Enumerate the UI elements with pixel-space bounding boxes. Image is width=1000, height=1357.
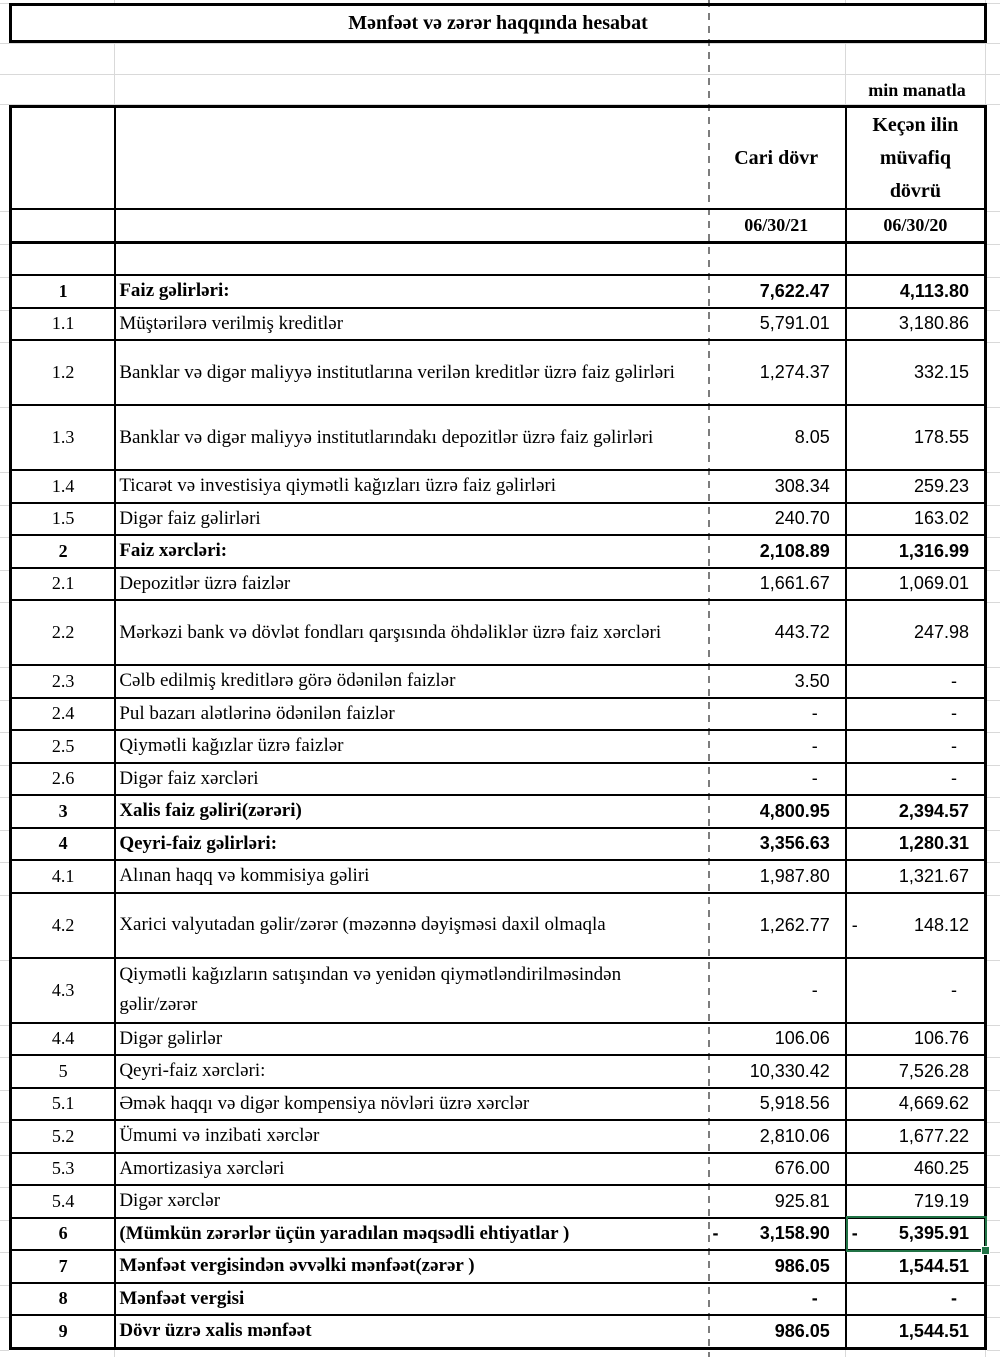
row-label-cell[interactable]: Dövr üzrə xalis mənfəət [119,1320,312,1342]
table-body [12,274,984,1347]
table-row-2.1 [12,567,984,600]
unit-note-cell[interactable] [847,75,987,105]
gridline-horizontal-stub [987,505,1000,506]
current-period-value-cell[interactable] [708,471,845,502]
table-blank-row [12,241,984,274]
gridline-horizontal-stub [0,1057,9,1058]
row-number-cell[interactable]: 1.1 [12,309,116,340]
cell-value: 925.81 [774,1190,830,1211]
cell-value: 8.05 [794,427,830,447]
gridline-horizontal-stub [0,797,9,798]
current-period-value-cell[interactable] [708,1056,845,1087]
table-row-4.1 [12,859,984,892]
previous-period-value-cell[interactable] [845,894,984,957]
cell-value: - [811,979,818,1000]
gridline-horizontal-stub [0,310,9,311]
cell-value: - [811,1288,818,1309]
gridline-horizontal-stub [987,1317,1000,1318]
gridline-horizontal-stub [987,895,1000,896]
row-label-cell[interactable]: Digər xərclər [119,1190,221,1212]
cell-value: 460.25 [913,1158,969,1179]
current-period-value-cell[interactable] [708,536,845,567]
cell-value: 1,544.51 [898,1255,969,1276]
gridline-horizontal-stub [0,1252,9,1253]
previous-period-value-cell[interactable] [845,1284,984,1315]
current-period-value-cell[interactable] [708,796,845,827]
row-number-cell[interactable]: 4 [12,829,116,860]
current-period-value-cell[interactable] [707,959,844,1022]
row-number-cell[interactable]: 2.4 [12,699,116,730]
current-period-value-cell[interactable] [708,1089,845,1120]
row-label-cell[interactable]: (Mümkün zərərlər üçün yaradılan məqsədli ehtiyatlar ) [119,1222,570,1244]
row-number-cell[interactable]: 1 [12,276,116,307]
previous-period-value-cell[interactable] [845,861,984,892]
cell-value: 1,069.01 [898,573,969,594]
header-label-cell[interactable] [116,108,707,208]
cell-value: 1,316.99 [898,540,969,561]
date-number-cell[interactable] [12,210,116,241]
row-label-cell[interactable]: Qiymətli kağızların satışından və yenidən qiymətləndirilməsindən gəlir/zərər [119,964,622,1015]
current-period-value-cell[interactable] [707,764,844,795]
table-row-4.3 [12,957,984,1022]
previous-period-value-cell[interactable] [845,276,984,307]
row-number-cell[interactable]: 4.4 [12,1024,116,1055]
current-period-value-cell[interactable] [708,569,845,600]
current-period-value-cell[interactable] [708,504,845,535]
gridline-horizontal-stub [987,960,1000,961]
cell-value: 5,791.01 [759,313,830,334]
row-label-cell[interactable]: Mənfəət vergisi [119,1287,245,1309]
negative-sign: - [851,1223,858,1244]
row-label-cell[interactable]: Depozitlər üzrə faizlər [119,572,291,594]
cell-value: 1,661.67 [759,573,830,594]
current-period-value-cell[interactable] [708,406,845,469]
row-label-cell[interactable]: Qiymətli kağızlar üzrə faizlər [119,735,344,757]
date-label-cell[interactable] [116,210,707,241]
table-date-row [12,208,984,241]
current-period-value-cell[interactable] [708,276,845,307]
gridline-horizontal-stub [0,602,9,603]
previous-period-value-cell[interactable] [845,309,984,340]
gridline-horizontal-stub [0,732,9,733]
blank-number-cell[interactable] [12,244,116,274]
cell-value: 4,113.80 [899,280,969,301]
gridline-horizontal-stub [987,472,1000,473]
row-number-cell[interactable]: 2.6 [12,764,116,795]
gridline-horizontal-stub [987,244,1000,245]
gridline-horizontal-stub [0,1285,9,1286]
row-label-cell[interactable]: Ümumi və inzibati xərclər [119,1125,320,1147]
unit-note-text: min manatla [868,79,966,100]
gridline-horizontal-stub [987,342,1000,343]
table-row-2.4 [12,697,984,730]
gridline-horizontal [0,43,1000,44]
row-label-cell[interactable]: Digər faiz xərcləri [119,767,259,789]
gridline-horizontal-stub [0,342,9,343]
gridline-horizontal-stub [987,1155,1000,1156]
cell-value: 3,158.90 [759,1223,830,1244]
row-number-cell[interactable]: 2 [12,536,116,567]
row-number-cell[interactable]: 4.2 [12,894,116,957]
table-row-5.3 [12,1152,984,1185]
current-period-value-cell[interactable] [708,829,845,860]
gridline-vertical [985,1350,986,1357]
report-title: Mənfəət və zərər haqqında hesabat [348,11,648,34]
current-period-value-cell[interactable] [708,1219,845,1250]
table-row-2.6 [12,762,984,795]
previous-period-value-cell[interactable] [845,1024,984,1055]
row-number-cell[interactable]: 5.3 [12,1154,116,1185]
current-period-value-cell[interactable] [707,1284,844,1315]
row-number-cell[interactable]: 1.4 [12,471,116,502]
previous-period-value-cell[interactable] [845,1186,984,1217]
gridline-horizontal-stub [0,862,9,863]
gridline-horizontal-stub [0,765,9,766]
row-label-cell[interactable]: Mərkəzi bank və dövlət fondları qarşısında öhdəliklər üzrə faiz xərcləri [119,621,662,643]
row-number-cell[interactable]: 4.3 [12,959,116,1022]
row-label-cell[interactable]: Pul bazarı alətlərinə ödənilən faizlər [119,702,395,724]
cell-value: 1,280.31 [898,833,969,854]
previous-period-date-cell[interactable]: 06/30/20 [845,210,984,241]
cell-value: 1,262.77 [759,914,830,935]
row-number-cell[interactable]: 2.2 [12,601,116,664]
gridline-horizontal-stub [987,862,1000,863]
cell-value: 7,526.28 [898,1060,969,1081]
profit-loss-table [9,105,987,1350]
gridline-horizontal-stub [987,1187,1000,1188]
table-header-row [12,108,984,208]
table-row-5 [12,1054,984,1087]
gridline-horizontal-stub [987,211,1000,212]
negative-sign: - [851,914,858,935]
row-label-cell[interactable]: Ticarət və investisiya qiymətli kağızları üzrə faiz gəlirləri [119,475,556,497]
cell-value: 443.72 [774,622,830,642]
current-period-value-cell[interactable] [708,1154,845,1185]
previous-period-value-cell[interactable] [845,601,984,664]
row-number-cell[interactable]: 5.1 [12,1089,116,1120]
cell-value: 1,321.67 [898,865,969,886]
row-number-cell[interactable]: 4.1 [12,861,116,892]
cell-value: 332.15 [913,362,969,382]
row-label-cell[interactable]: Müştərilərə verilmiş kreditlər [119,312,344,334]
table-row-1.5 [12,502,984,535]
cell-value: 719.19 [913,1190,969,1211]
cell-value: - [951,670,957,691]
blank-current-cell[interactable] [708,244,845,274]
gridline-horizontal-stub [987,570,1000,571]
previous-period-value-cell[interactable] [845,471,984,502]
cell-value: 10,330.42 [749,1060,830,1081]
gridline-horizontal-stub [987,277,1000,278]
cell-value: 7,622.47 [759,280,830,301]
current-period-value-cell[interactable] [708,894,845,957]
gridline-horizontal-stub [0,211,9,212]
previous-period-value-cell[interactable] [845,1219,984,1250]
table-row-2.5 [12,729,984,762]
table-row-2.2 [12,599,984,664]
current-period-value-cell[interactable] [708,601,845,664]
gridline-horizontal-stub [987,797,1000,798]
row-number-cell[interactable]: 3 [12,796,116,827]
gridline-horizontal-stub [987,310,1000,311]
cell-value: 240.70 [774,508,830,529]
cell-value: 1,987.80 [759,865,830,886]
cell-value: 676.00 [774,1158,830,1179]
previous-period-value-cell[interactable] [845,504,984,535]
row-number-cell[interactable]: 1.5 [12,504,116,535]
gridline-horizontal-stub [987,1220,1000,1221]
current-period-value-cell[interactable] [708,309,845,340]
row-label-cell[interactable]: Digər faiz gəlirləri [119,507,261,529]
previous-period-value-cell[interactable] [845,731,984,762]
previous-period-value-cell[interactable] [845,569,984,600]
row-label-cell[interactable]: Banklar və digər maliyyə institutlarına verilən kreditlər üzrə faiz gəlirləri [119,361,675,383]
cell-value: 247.98 [913,622,969,642]
cell-value: 3.50 [794,670,830,691]
row-number-cell[interactable]: 6 [12,1219,116,1250]
gridline-horizontal-stub [987,700,1000,701]
current-period-date-cell[interactable]: 06/30/21 [744,215,809,235]
cell-value: 259.23 [913,475,969,496]
gridline-horizontal-stub [987,830,1000,831]
cell-value: 5,918.56 [759,1093,830,1114]
previous-period-value-cell[interactable] [845,1154,984,1185]
previous-period-value-cell[interactable] [845,829,984,860]
gridline-horizontal-stub [987,732,1000,733]
gridline-horizontal-stub [0,472,9,473]
table-row-8 [12,1282,984,1315]
current-period-value-cell[interactable] [708,861,845,892]
cell-value: 1,677.22 [898,1125,969,1146]
table-row-4 [12,827,984,860]
cell-value: 3,180.86 [898,313,969,334]
row-label-cell[interactable]: Digər gəlirlər [119,1027,223,1049]
cell-value: 3,356.63 [759,833,830,854]
gridline-horizontal-stub [0,667,9,668]
row-label-cell[interactable]: Banklar və digər maliyyə institutlarındakı depozitlər üzrə faiz gəlirləri [119,426,654,448]
cell-value: 178.55 [913,427,969,447]
row-number-cell[interactable]: 2.3 [12,666,116,697]
gridline-horizontal-stub [987,1122,1000,1123]
cell-value: 986.05 [774,1255,830,1276]
gridline-horizontal-stub [987,765,1000,766]
table-row-5.4 [12,1184,984,1217]
gridline-horizontal-stub [0,505,9,506]
gridline-horizontal-stub [987,1090,1000,1091]
table-row-1 [12,274,984,307]
cell-value: 1,274.37 [759,362,830,382]
gridline-vertical [845,1350,846,1357]
header-number-cell[interactable] [12,108,116,208]
current-period-value-cell[interactable] [707,699,844,730]
gridline-horizontal-stub [987,407,1000,408]
table-row-4.2 [12,892,984,957]
gridline-horizontal-stub [987,602,1000,603]
table-row-1.1 [12,307,984,340]
previous-period-value-cell[interactable] [845,1251,984,1282]
table-row-5.2 [12,1119,984,1152]
gridline-horizontal-stub [0,570,9,571]
row-label-cell[interactable]: Amortizasiya xərcləri [119,1157,285,1179]
cell-value: - [811,768,818,789]
previous-period-value-cell[interactable] [845,1056,984,1087]
cell-value: 2,810.06 [759,1125,830,1146]
cell-value: 148.12 [913,914,969,935]
cell-value: - [951,979,957,1000]
row-label-cell[interactable]: Əmək haqqı və digər kompensiya növləri üzrə xərclər [119,1092,530,1114]
previous-period-value-cell[interactable] [845,536,984,567]
gridline-horizontal-stub [987,1057,1000,1058]
previous-period-value-cell[interactable] [845,796,984,827]
previous-period-value-cell[interactable] [845,1121,984,1152]
row-label-cell[interactable]: Faiz gəlirləri: [119,280,230,302]
gridline-horizontal-stub [0,700,9,701]
gridline-horizontal-stub [0,1025,9,1026]
gridline-horizontal-stub [987,1350,1000,1351]
gridline-horizontal-stub [0,1317,9,1318]
gridline-horizontal-stub [987,1285,1000,1286]
previous-period-value-cell[interactable] [845,1089,984,1120]
cell-value: - [811,735,818,756]
current-period-value-cell[interactable] [708,1121,845,1152]
current-period-value-cell[interactable] [707,731,844,762]
gridline-horizontal-stub [0,407,9,408]
row-label-cell[interactable]: Qeyri-faiz xərcləri: [119,1060,266,1082]
cell-value: 4,800.95 [759,800,830,821]
table-row-7 [12,1249,984,1282]
row-number-cell[interactable]: 5 [12,1056,116,1087]
current-period-value-cell[interactable] [708,1316,845,1347]
cell-value: - [951,735,957,756]
cell-value: - [951,768,957,789]
previous-period-value-cell[interactable] [845,764,984,795]
gridline-horizontal-stub [0,537,9,538]
cell-value: 986.05 [774,1320,830,1341]
cell-value: 2,108.89 [759,540,830,561]
previous-period-value-cell[interactable] [845,666,984,697]
row-number-cell[interactable]: 5.4 [12,1186,116,1217]
table-row-1.3 [12,404,984,469]
current-period-value-cell[interactable] [708,1251,845,1282]
previous-period-value-cell[interactable] [845,406,984,469]
gridline-vertical [114,1350,115,1357]
row-label-cell[interactable]: Qeyri-faiz gəlirləri: [119,832,278,854]
current-period-value-cell[interactable] [708,1024,845,1055]
cell-value: 5,395.91 [898,1223,969,1244]
gridline-horizontal-stub [987,1025,1000,1026]
gridline-horizontal-stub [0,960,9,961]
row-label-cell[interactable]: Alınan haqq və kommisiya gəliri [119,865,370,887]
row-number-cell[interactable]: 7 [12,1251,116,1282]
table-row-6 [12,1217,984,1250]
previous-period-value-cell[interactable] [845,699,984,730]
gridline-horizontal-stub [0,244,9,245]
cell-value: 2,394.57 [898,800,969,821]
table-row-2.3 [12,664,984,697]
gridline-horizontal-stub [0,1350,9,1351]
gridline-horizontal-stub [0,895,9,896]
row-label-cell[interactable]: Xalis faiz gəliri(zərəri) [119,800,302,822]
gridline-horizontal-stub [0,1187,9,1188]
cell-value: 163.02 [913,508,969,529]
previous-period-value-cell[interactable] [845,959,984,1022]
cell-value: 106.76 [913,1028,969,1049]
cell-value: - [951,703,957,724]
cell-value: 1,544.51 [898,1320,969,1341]
negative-sign: - [712,1223,719,1244]
blank-previous-cell[interactable] [845,244,984,274]
cell-value: 4,669.62 [898,1093,969,1114]
previous-period-value-cell[interactable] [845,1316,984,1347]
table-row-4.4 [12,1022,984,1055]
gridline-horizontal-stub [987,537,1000,538]
current-period-value-cell[interactable] [708,1186,845,1217]
header-previous-period-cell[interactable]: Keçən ilin müvafiq dövrü [845,108,984,208]
row-number-cell[interactable]: 5.2 [12,1121,116,1152]
table-row-9 [12,1314,984,1347]
row-label-cell[interactable]: Mənfəət vergisindən əvvəlki mənfəət(zərər ) [119,1255,475,1277]
table-row-1.4 [12,469,984,502]
gridline-horizontal-stub [0,1220,9,1221]
cell-value: - [811,703,818,724]
current-period-value-cell[interactable] [708,341,845,404]
report-title-cell[interactable] [9,3,987,43]
table-row-1.2 [12,339,984,404]
cell-value: 308.34 [774,475,830,496]
row-number-cell[interactable]: 2.5 [12,731,116,762]
gridline-horizontal-stub [0,277,9,278]
row-number-cell[interactable]: 1.2 [12,341,116,404]
cell-value: - [951,1288,957,1309]
blank-label-cell[interactable] [116,244,707,274]
header-current-period-cell[interactable]: Cari dövr [734,146,819,169]
gridline-horizontal-stub [987,667,1000,668]
current-period-value-cell[interactable] [707,666,844,697]
table-row-5.1 [12,1087,984,1120]
gridline-horizontal-stub [0,1155,9,1156]
table-row-3 [12,794,984,827]
row-number-cell[interactable]: 8 [12,1284,116,1315]
gridline-horizontal-stub [0,830,9,831]
cell-value: 106.06 [774,1028,830,1049]
row-label-cell[interactable]: Xarici valyutadan gəlir/zərər (məzənnə dəyişməsi daxil olmaqla [119,914,606,935]
row-number-cell[interactable]: 1.3 [12,406,116,469]
previous-period-value-cell[interactable] [845,341,984,404]
row-label-cell[interactable]: Cəlb edilmiş kreditlərə görə ödənilən faizlər [119,670,456,692]
row-number-cell[interactable]: 2.1 [12,569,116,600]
row-number-cell[interactable]: 9 [12,1316,116,1347]
gridline-horizontal-stub [0,1090,9,1091]
gridline-horizontal-stub [0,1122,9,1123]
row-label-cell[interactable]: Faiz xərcləri: [119,540,228,562]
table-row-2 [12,534,984,567]
